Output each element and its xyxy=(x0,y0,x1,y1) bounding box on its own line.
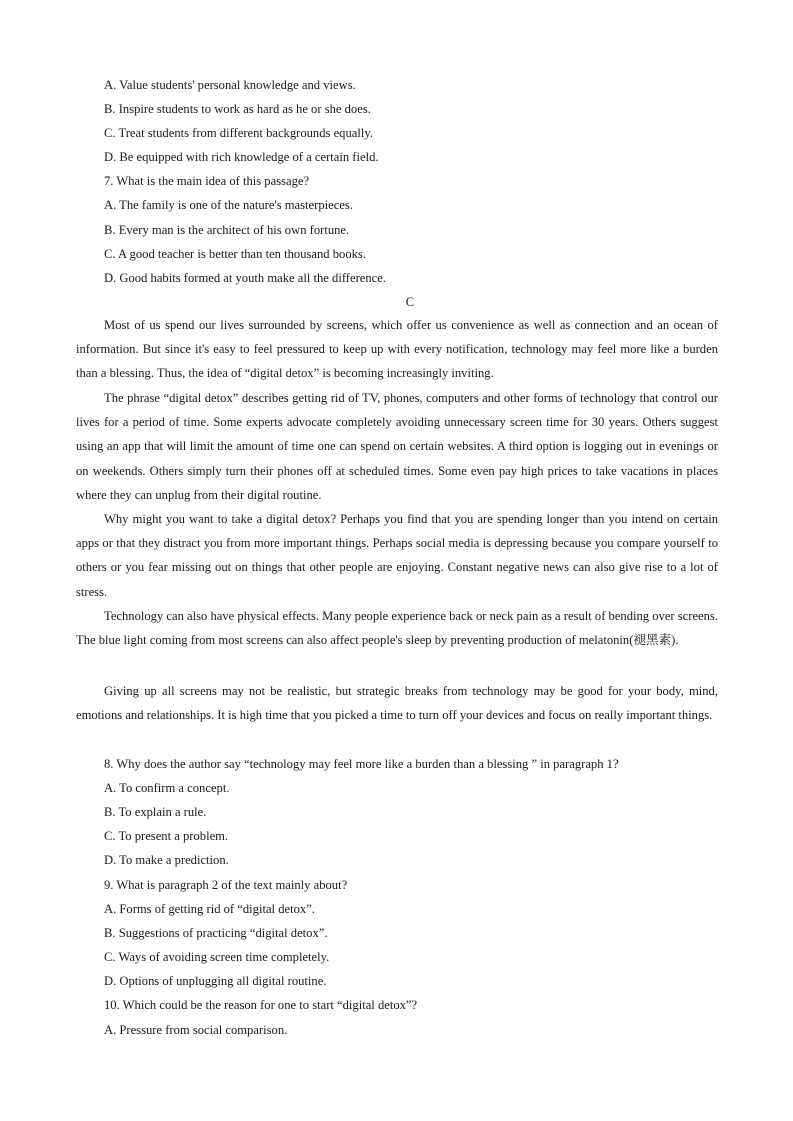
q7-option-c: C. A good teacher is better than ten thousand books. xyxy=(104,247,366,261)
section-label: C xyxy=(405,295,415,309)
q6-option-b: B. Inspire students to work as hard as he or she does. xyxy=(104,102,371,116)
q9-option-c: C. Ways of avoiding screen time completely. xyxy=(104,950,330,964)
passage-paragraph-5: Giving up all screens may not be realistic, but strategic breaks from technology may be good for your body, mind, emotions and relationships. It is high time that you picked a time to turn off your devices and focus on really important things. xyxy=(76,684,718,723)
q8-option-a: A. To confirm a concept. xyxy=(104,781,230,795)
passage-paragraph-4: Technology can also have physical effects. Many people experience back or neck pain as a result of bending over screens. The blue light coming from most screens can also affect people's sleep by preventing production of melatonin(褪黑素). xyxy=(76,609,718,648)
q8-question: 8. Why does the author say “technology may feel more like a burden than a blessing ” in paragraph 1? xyxy=(104,757,619,771)
q10-option-a: A. Pressure from social comparison. xyxy=(104,1023,288,1037)
q7-option-b: B. Every man is the architect of his own fortune. xyxy=(104,223,350,237)
q8-option-b: B. To explain a rule. xyxy=(104,805,207,819)
q9-option-d: D. Options of unplugging all digital routine. xyxy=(104,974,327,988)
q9-option-a: A. Forms of getting rid of “digital detox”. xyxy=(104,902,315,916)
q9-question: 9. What is paragraph 2 of the text mainly about? xyxy=(104,878,348,892)
q7-option-a: A. The family is one of the nature's masterpieces. xyxy=(104,198,353,212)
q8-option-d: D. To make a prediction. xyxy=(104,853,229,867)
q6-option-c: C. Treat students from different backgrounds equally. xyxy=(104,126,373,140)
q10-question: 10. Which could be the reason for one to start “digital detox”? xyxy=(104,998,418,1012)
q6-option-d: D. Be equipped with rich knowledge of a certain field. xyxy=(104,150,379,164)
q7-option-d: D. Good habits formed at youth make all the difference. xyxy=(104,271,386,285)
q9-option-b: B. Suggestions of practicing “digital detox”. xyxy=(104,926,328,940)
passage-paragraph-3: Why might you want to take a digital detox? Perhaps you find that you are spending longer than you intend on certain apps or that they distract you from more important things. Perhaps social media is depressing because you compare yourself to others or you fear missing out on things that other people are enjoying. Constant negative news can also give rise to a lot of stress. xyxy=(76,512,718,599)
q6-option-a: A. Value students' personal knowledge and views. xyxy=(104,78,356,92)
passage-paragraph-2: The phrase “digital detox” describes getting rid of TV, phones, computers and other forms of technology that control our lives for a period of time. Some experts advocate completely avoiding unnecessary screen time for 30 years. Others suggest using an app that will limit the amount of time one can spend on certain websites. A third option is logging out in evenings or on weekends. Others simply turn their phones off at scheduled times. Some even pay high prices to take vacations in places where they can unplug from their digital routine. xyxy=(76,391,718,502)
q8-option-c: C. To present a problem. xyxy=(104,829,229,843)
q7-question: 7. What is the main idea of this passage? xyxy=(104,174,310,188)
passage-paragraph-1: Most of us spend our lives surrounded by screens, which offer us convenience as well as connection and an ocean of information. But since it's easy to feel pressured to keep up with every notification, technology may feel more like a burden than a blessing. Thus, the idea of “digital detox” is becoming increasingly inviting. xyxy=(76,318,718,381)
